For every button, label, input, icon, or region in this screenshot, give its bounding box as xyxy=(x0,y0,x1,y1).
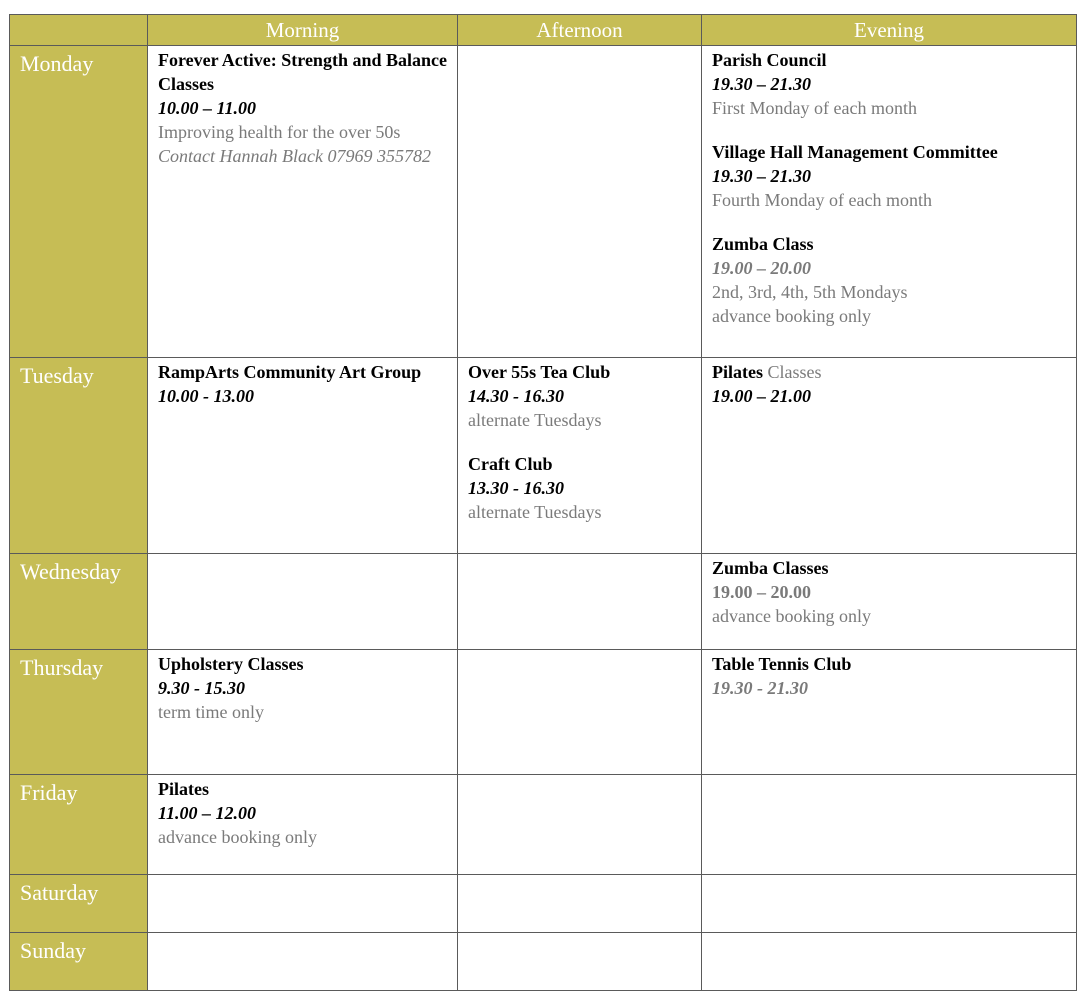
event-time: 19.00 – 20.00 xyxy=(712,582,811,602)
day-sunday: Sunday xyxy=(10,933,148,991)
event xyxy=(158,48,449,168)
event xyxy=(468,452,693,524)
event-title: Zumba Class xyxy=(712,234,814,254)
wednesday-afternoon-cell xyxy=(458,554,702,650)
event-title: Zumba Classes xyxy=(712,558,829,578)
event-time: 14.30 - 16.30 xyxy=(468,386,564,406)
row-sunday xyxy=(10,933,1077,991)
event-contact: Contact Hannah Black 07969 355782 xyxy=(158,146,431,166)
row-tuesday xyxy=(10,358,1077,554)
event-title: Upholstery Classes xyxy=(158,654,304,674)
event xyxy=(712,48,1068,120)
event-note: First Monday of each month xyxy=(712,98,917,118)
event-title-bold: Pilates xyxy=(712,362,763,382)
day-friday: Friday xyxy=(10,775,148,875)
event-note: alternate Tuesdays xyxy=(468,410,602,430)
header-evening: Evening xyxy=(702,15,1077,46)
thursday-afternoon-cell xyxy=(458,650,702,775)
row-thursday xyxy=(10,650,1077,775)
event-note: advance booking only xyxy=(158,827,317,847)
header-row xyxy=(10,15,1077,46)
event xyxy=(712,556,1068,628)
event-title: Forever Active: Strength and Balance Classes xyxy=(158,50,447,94)
wednesday-morning-cell xyxy=(148,554,458,650)
event xyxy=(158,360,449,408)
friday-evening-cell xyxy=(702,775,1077,875)
event-title: RampArts Community Art Group xyxy=(158,362,422,382)
tuesday-evening-cell xyxy=(702,358,1077,554)
saturday-evening-cell xyxy=(702,875,1077,933)
event-title: Craft Club xyxy=(468,454,553,474)
event-title: Parish Council xyxy=(712,50,827,70)
event-note: Fourth Monday of each month xyxy=(712,190,932,210)
friday-morning-cell xyxy=(148,775,458,875)
thursday-morning-cell xyxy=(148,650,458,775)
tuesday-afternoon-cell xyxy=(458,358,702,554)
event-time: 19.30 – 21.30 xyxy=(712,166,811,186)
header-afternoon: Afternoon xyxy=(458,15,702,46)
event-time: 19.30 - 21.30 xyxy=(712,678,808,698)
event-note: term time only xyxy=(158,702,264,722)
monday-morning-cell xyxy=(148,46,458,358)
event-title xyxy=(712,360,1068,384)
day-saturday: Saturday xyxy=(10,875,148,933)
event xyxy=(712,140,1068,212)
thursday-evening-cell xyxy=(702,650,1077,775)
event-title: Over 55s Tea Club xyxy=(468,362,611,382)
day-thursday: Thursday xyxy=(10,650,148,775)
corner-cell xyxy=(10,15,148,46)
event-title-suffix: Classes xyxy=(763,362,822,382)
wednesday-evening-cell xyxy=(702,554,1077,650)
day-monday: Monday xyxy=(10,46,148,358)
row-monday xyxy=(10,46,1077,358)
sunday-morning-cell xyxy=(148,933,458,991)
event-time: 13.30 - 16.30 xyxy=(468,478,564,498)
event-note: 2nd, 3rd, 4th, 5th Mondays xyxy=(712,282,908,302)
event-note: alternate Tuesdays xyxy=(468,502,602,522)
weekly-schedule-table xyxy=(9,14,1077,991)
event-time: 19.00 – 21.00 xyxy=(712,386,811,406)
monday-afternoon-cell xyxy=(458,46,702,358)
row-saturday xyxy=(10,875,1077,933)
tuesday-morning-cell xyxy=(148,358,458,554)
event-note: advance booking only xyxy=(712,606,871,626)
day-wednesday: Wednesday xyxy=(10,554,148,650)
row-wednesday xyxy=(10,554,1077,650)
sunday-evening-cell xyxy=(702,933,1077,991)
event-note: advance booking only xyxy=(712,306,871,326)
day-tuesday: Tuesday xyxy=(10,358,148,554)
event-time: 11.00 – 12.00 xyxy=(158,803,257,823)
event xyxy=(158,777,449,849)
header-morning: Morning xyxy=(148,15,458,46)
event xyxy=(712,652,1068,700)
row-friday xyxy=(10,775,1077,875)
event xyxy=(712,360,1068,408)
event-time: 10.00 - 13.00 xyxy=(158,386,254,406)
event-time: 9.30 - 15.30 xyxy=(158,678,245,698)
saturday-morning-cell xyxy=(148,875,458,933)
event-title: Pilates xyxy=(158,779,209,799)
event xyxy=(712,232,1068,328)
sunday-afternoon-cell xyxy=(458,933,702,991)
event-time: 19.30 – 21.30 xyxy=(712,74,811,94)
event xyxy=(158,652,449,724)
event-title: Village Hall Management Committee xyxy=(712,142,998,162)
event-note: Improving health for the over 50s xyxy=(158,122,401,142)
event xyxy=(468,360,693,432)
event-time: 10.00 – 11.00 xyxy=(158,98,257,118)
event-title: Table Tennis Club xyxy=(712,654,852,674)
friday-afternoon-cell xyxy=(458,775,702,875)
event-time: 19.00 – 20.00 xyxy=(712,258,811,278)
monday-evening-cell xyxy=(702,46,1077,358)
saturday-afternoon-cell xyxy=(458,875,702,933)
